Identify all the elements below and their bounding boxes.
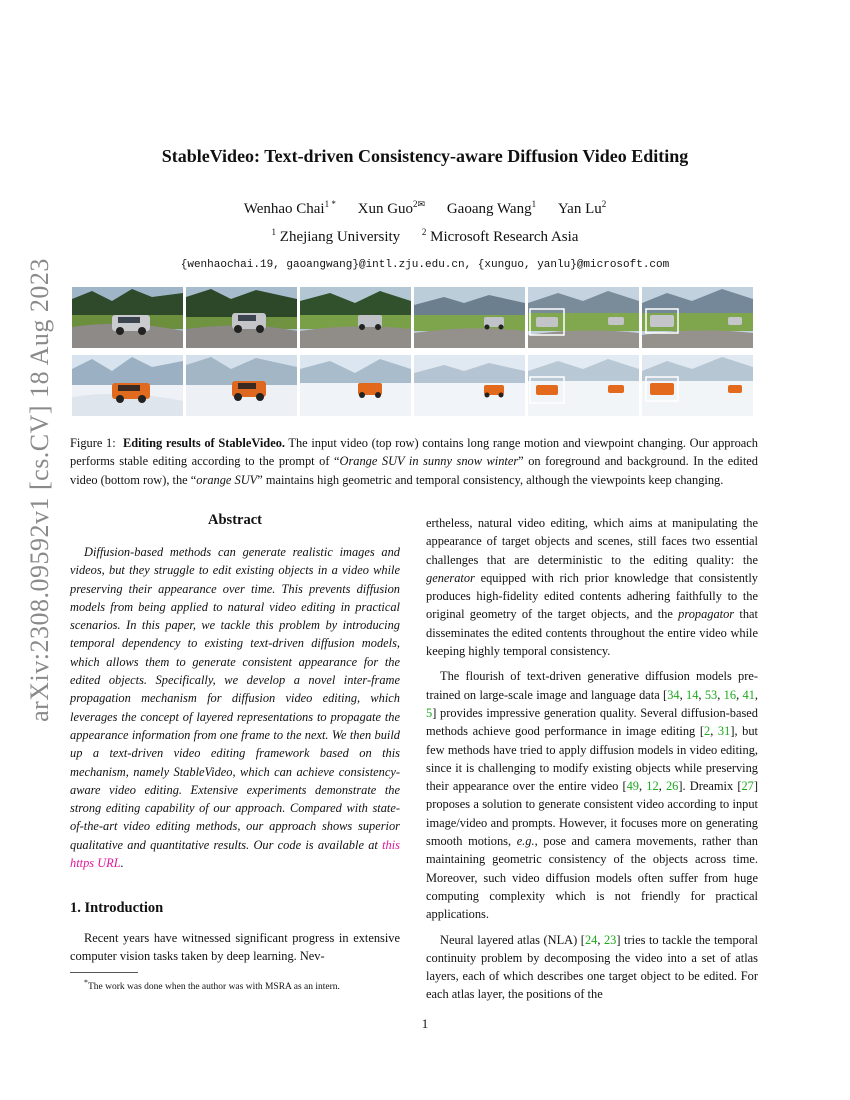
edited-frame <box>300 355 411 416</box>
citation-link[interactable]: 5 <box>426 705 433 720</box>
author: Gaoang Wang$^1$ <box>446 199 537 217</box>
paper-title: StableVideo: Text-driven Consistency-aware Diffusion Video Editing <box>161 146 689 166</box>
input-frame <box>528 287 639 348</box>
edited-frame <box>528 355 639 416</box>
input-frame <box>72 287 183 348</box>
citation-link[interactable]: 2 <box>704 724 711 739</box>
body-paragraph: ertheless, natural video editing, which aims at manipulating the appearance of target objects and scenes, still faces two essential challenges that are deterministic to the editing quality: the generator equipped with rich prior knowledge that consistently produces high-fidelity edited contents adhering faithfully to the original geometry of the target objects, and the propagator that disseminates the edited contents throughout the entire video while keeping highly temporal consistency. <box>426 516 758 659</box>
citation-link[interactable]: 41 <box>742 687 755 702</box>
body-paragraph: The flourish of text-driven generative diffusion models pre-trained on large-scale image and language data [34, 14, 53, 16, 41, 5] provides impressive generation quality. Several diffusion-based methods achieve good performance in image editing [2, 31], but few methods have tried to apply diffusion models in video editing, since it is challenging to modify existing objects while preserving their appearance over the entire video [49, 12, 26]. Dreamix [27] proposes a solution to generate consistent video according to input image/video and prompts. However, it focuses more on generating smooth motions, e.g., pose and camera movements, rather than maintaining geometric consistency of the objects across time. Moreover, such video diffusion models often suffer from huge computing complexity which is not friendly for practical applications. <box>426 669 758 922</box>
intro-paragraph: Recent years have witnessed significant progress in extensive computer vision tasks taken by deep learning. Nev- <box>70 931 400 964</box>
abstract-body: Diffusion-based methods can generate realistic images and videos, but they struggle to edit existing objects in a video while preserving their appearance over time. This prevents diffusion models from being applied to natural video editing in practical scenarios. In this paper, we tackle this problem by introducing temporal dependency to existing text-driven diffusion models, which allows them to generate consistent appearance for the edited objects. Specifically, we develop a novel inter-frame propagation mechanism for diffusion video editing, which leverages the concept of layered representations to propagate the appearance information from one frame to the next. We then build up a text-driven video editing framework based on this mechanism, namely StableVideo, which can achieve consistency-aware video editing. Extensive experiments demonstrate the strong editing capability of our approach. Compared with state-of-the-art video editing methods, our approach shows superior qualitative and quantitative results. Our code is available at this https URL. <box>70 545 400 871</box>
affiliation: $^2$ Microsoft Research Asia <box>421 227 579 245</box>
citation-link[interactable]: 14 <box>686 687 699 702</box>
footnote: *The work was done when the author was with MSRA as an intern. <box>84 978 340 993</box>
code-url-link[interactable]: this https URL <box>70 837 400 871</box>
input-frame <box>186 287 297 348</box>
figure-1-teaser <box>72 287 754 417</box>
edited-frame <box>414 355 525 416</box>
citation-link[interactable]: 49 <box>626 779 639 794</box>
citation-link[interactable]: 31 <box>717 724 731 739</box>
footnote-divider <box>70 972 138 973</box>
author: Wenhao Chai$^{1 *}$ <box>243 199 336 217</box>
body-paragraph: Neural layered atlas (NLA) [24, 23] tries to tackle the temporal continuity problem by decomposing the video into a set of atlas layers, each of which describes one target object to be edited. For each atlas layer, the positions of the <box>426 932 758 1002</box>
arxiv-sidebar-stamp <box>18 258 62 722</box>
edited-frame <box>642 355 753 416</box>
page-number: 1 <box>421 1016 429 1031</box>
arxiv-id: arXiv:2308.09592v1 [cs.CV] 18 Aug 2023 <box>25 258 54 722</box>
citation-link[interactable]: 23 <box>603 932 617 947</box>
input-frame <box>642 287 753 348</box>
abstract-heading: Abstract <box>208 512 262 528</box>
section-heading-introduction: 1. Introduction <box>70 900 164 916</box>
left-column <box>70 512 400 872</box>
citation-link[interactable]: 53 <box>704 687 718 702</box>
affiliation: $^1$ Zhejiang University <box>271 227 401 245</box>
author-emails: {wenhaochai.19, gaoangwang}@intl.zju.edu.cn, {xunguo, yanlu}@microsoft.com <box>180 259 670 271</box>
right-column <box>426 514 758 1011</box>
input-frame <box>414 287 525 348</box>
edited-frame <box>186 355 297 416</box>
citation-link[interactable]: 12 <box>646 779 659 794</box>
citation-link[interactable]: 16 <box>723 687 737 702</box>
citation-link[interactable]: 26 <box>665 779 679 794</box>
author: Yan Lu$^2$ <box>557 199 607 217</box>
author-list <box>60 199 790 218</box>
edited-frame <box>72 355 183 416</box>
author: Xun Guo$^{2✉}$ <box>357 199 426 217</box>
affiliation-list <box>60 227 790 246</box>
figure-1-caption: Figure 1: Editing results of StableVideo. The input video (top row) contains long range motion and viewpoint changing. Our approach performs stable editing according to the prompt of “Orange SUV in sunny snow winter” on foreground and background. In the edited video (bottom row), the “orange SUV” maintains high geometric and temporal consistency, although the viewpoints keep changing. <box>70 436 759 487</box>
citation-link[interactable]: 24 <box>584 932 598 947</box>
citation-link[interactable]: 27 <box>741 779 754 794</box>
input-frame <box>300 287 411 348</box>
citation-link[interactable]: 34 <box>667 687 680 702</box>
